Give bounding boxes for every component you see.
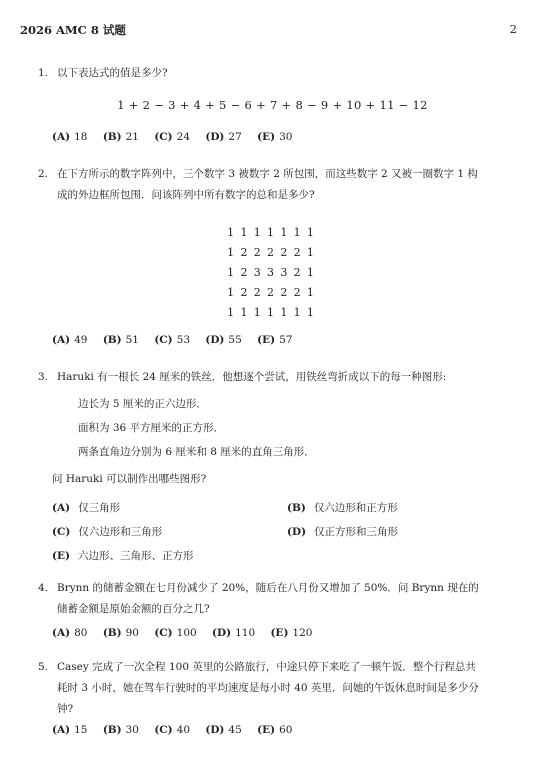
question-text: Haruki 有一根长 24 厘米的铁丝．他想逐个尝试，用铁丝弯折成以下的每一种图形: [57, 371, 447, 383]
choice-c: (C) 100 [154, 627, 197, 639]
question-number: 3. [38, 371, 49, 383]
shape-option-square: 面积为 36 平方厘米的正方形． [78, 422, 225, 434]
shape-option-hexagon: 边长为 5 厘米的正六边形． [78, 398, 207, 410]
choice-d: (D) 仅正方形和三角形 [287, 526, 399, 538]
array-cell: 1 [306, 265, 314, 279]
array-cell: 2 [280, 245, 288, 259]
choice-e: (E) 30 [257, 131, 293, 143]
array-row [224, 242, 317, 262]
choices-q2 [52, 334, 304, 346]
array-cell: 1 [280, 225, 288, 239]
question-3 [38, 367, 518, 388]
choice-c: (C) 53 [154, 334, 191, 346]
choice-a: (A) 18 [52, 131, 88, 143]
question-prompt: 问 Haruki 可以制作出哪些图形? [52, 473, 207, 485]
array-cell: 2 [240, 265, 248, 279]
array-cell: 1 [306, 245, 314, 259]
question-number: 2. [38, 168, 49, 180]
array-cell: 2 [240, 245, 248, 259]
choice-c: (C) 24 [154, 131, 191, 143]
question-text: Brynn 的储蓄金额在七月份减少了 20%，随后在八月份又增加了 50%．问 Brynn 现在的 储蓄金额是原始金额的百分之几? [57, 582, 479, 615]
array-cell: 3 [280, 265, 288, 279]
choices-q4 [52, 627, 324, 639]
choice-e: (E) 六边形、三角形、正方形 [52, 550, 194, 562]
array-cell: 1 [253, 306, 261, 320]
array-cell: 1 [227, 265, 235, 279]
question-2 [38, 164, 518, 206]
array-cell: 2 [293, 245, 301, 259]
question-number: 1. [38, 67, 49, 79]
question-1 [38, 63, 518, 84]
question-text: Casey 完成了一次全程 100 英里的公路旅行，中途只停下来吃了一顿午饭．整个行程总共 耗时 3 小时，她在驾车行驶时的平均速度是每小时 40 英里．问她的午饭休息时间是多少分 钟? [57, 661, 479, 715]
number-array [224, 222, 317, 323]
array-cell: 2 [267, 245, 275, 259]
array-cell: 2 [293, 286, 301, 300]
array-cell: 3 [253, 265, 261, 279]
choices-q5 [52, 724, 304, 736]
array-cell: 1 [267, 306, 275, 320]
choice-d: (D) 110 [212, 627, 256, 639]
question-4 [38, 578, 518, 620]
array-cell: 1 [267, 225, 275, 239]
array-cell: 1 [280, 306, 288, 320]
array-cell: 2 [253, 245, 261, 259]
choice-b: (B) 90 [102, 627, 139, 639]
page-number: 2 [509, 22, 517, 36]
question-5 [38, 657, 518, 720]
array-row [224, 283, 317, 303]
array-cell: 2 [267, 286, 275, 300]
choice-e: (E) 57 [257, 334, 293, 346]
header-title: 2026 AMC 8 试题 [20, 23, 126, 37]
array-cell: 1 [240, 225, 248, 239]
choice-c: (C) 仅六边形和三角形 [52, 526, 163, 538]
page-header [20, 22, 517, 36]
question-number: 5. [38, 661, 49, 673]
shape-option-triangle: 两条直角边分别为 6 厘米和 8 厘米的直角三角形． [78, 446, 315, 458]
array-cell: 2 [280, 286, 288, 300]
array-cell: 1 [306, 225, 314, 239]
choices-q1 [52, 131, 304, 143]
array-row [224, 303, 317, 323]
choice-b: (B) 仅六边形和正方形 [287, 502, 398, 514]
choice-a: (A) 80 [52, 627, 88, 639]
array-cell: 1 [227, 306, 235, 320]
array-cell: 2 [240, 286, 248, 300]
array-cell: 2 [293, 265, 301, 279]
array-row [224, 222, 317, 242]
array-cell: 1 [227, 286, 235, 300]
array-cell: 1 [293, 225, 301, 239]
choice-d: (D) 27 [205, 131, 242, 143]
choice-e: (E) 60 [257, 724, 293, 736]
choice-b: (B) 30 [102, 724, 139, 736]
array-row [224, 262, 317, 282]
choice-d: (D) 55 [205, 334, 242, 346]
choice-b: (B) 51 [102, 334, 139, 346]
choice-e: (E) 120 [270, 627, 313, 639]
array-cell: 1 [227, 245, 235, 259]
question-text: 以下表达式的值是多少? [57, 67, 168, 79]
question-number: 4. [38, 582, 49, 594]
choice-b: (B) 21 [102, 131, 139, 143]
question-text: 在下方所示的数字阵列中，三个数字 3 被数字 2 所包围，而这些数字 2 又被一圈数字 1 构 成的外边框所包围．问该阵列中所有数字的总和是多少? [57, 168, 478, 201]
choice-a: (A) 仅三角形 [52, 502, 121, 514]
array-cell: 1 [293, 306, 301, 320]
choice-a: (A) 49 [52, 334, 88, 346]
array-cell: 1 [306, 306, 314, 320]
choice-a: (A) 15 [52, 724, 88, 736]
array-cell: 1 [253, 225, 261, 239]
array-cell: 1 [240, 306, 248, 320]
array-cell: 1 [227, 225, 235, 239]
choice-c: (C) 40 [154, 724, 191, 736]
array-cell: 1 [306, 286, 314, 300]
array-cell: 3 [267, 265, 275, 279]
array-cell: 2 [253, 286, 261, 300]
expression: 1 + 2 − 3 + 4 + 5 − 6 + 7 + 8 − 9 + 10 + 11 − 12 [117, 98, 428, 112]
choice-d: (D) 45 [205, 724, 242, 736]
